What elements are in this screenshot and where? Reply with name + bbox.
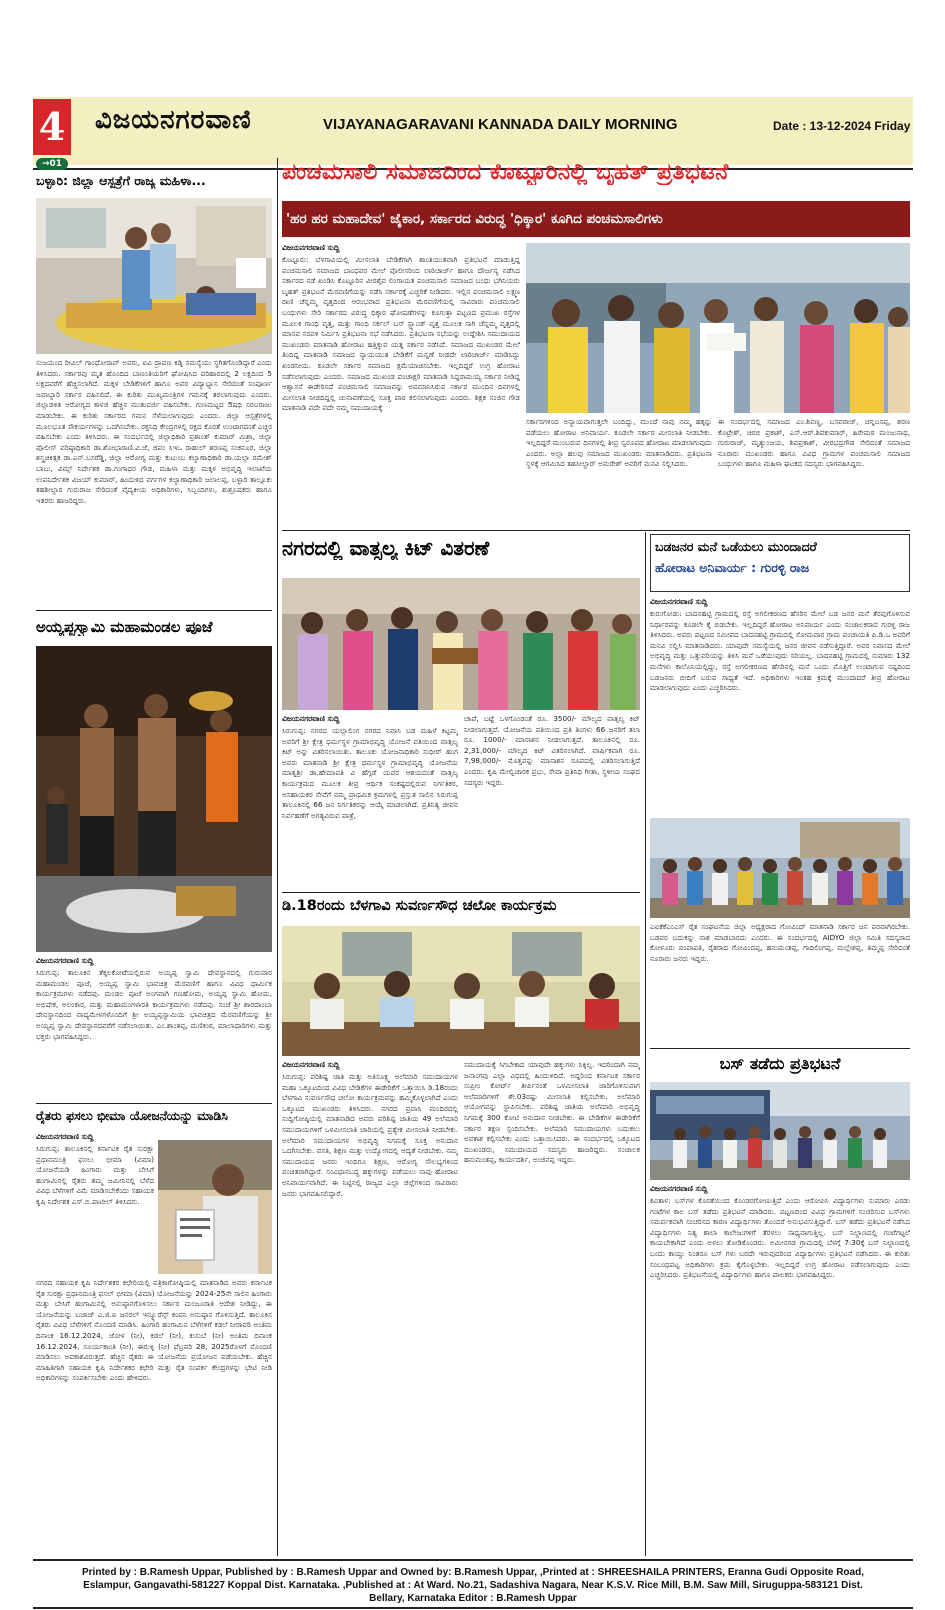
houses-headline-1: ಬಡಜನರ ಮನೆ ಒಡೆಯಲು ಮುಂದಾದರೆ (655, 539, 817, 554)
protest-rally-photo (526, 243, 910, 413)
bus-headline: ಬಸ್ ತಡೆದು ಪ್ರತಿಭಟನೆ (719, 1054, 841, 1073)
vatsalya-headline (282, 536, 640, 560)
imprint-line-1: Printed by : B.Ramesh Uppar, Published by : B.Ramesh Uppar and Owned by: B.Ramesh Uppar, ,Printed at : SHREESHAILA PRINTERS, Eranna Gudi Opposite Road, (82, 1567, 864, 1578)
bus-byline: ವಿಜಯನಗರವಾಣಿ ಸುದ್ದಿ (650, 1184, 708, 1193)
farmers-byline: ವಿಜಯನಗರವಾಣಿ ಸುದ್ದಿ (36, 1132, 94, 1141)
left-divider-2 (36, 1103, 272, 1104)
column-rule-1 (277, 158, 278, 1556)
press-meet-photo (282, 926, 640, 1056)
imprint-footer (33, 1566, 913, 1605)
panchamasali-body-1: ಕೊಟ್ಟೂರು: ಬೆಳಗಾವಿಯಲ್ಲಿ ಮೀಸಲಾತಿ ಬೇಡಿಕೆಗಾಗಿ ಶಾಂತಿಯುತವಾಗಿ ಪ್ರತಿಭಟನೆ ಮಾಡುತ್ತಿದ್ದ ಪಂಚಮಸಾಲಿ ಸಮಾಜದ ಬಾಂಧವರ ಮೇಲೆ ಪೊಲೀಸರಿಂದ ಲಾಠಿಚಾರ್ಜ್ ಹಾಗೂ ದೌರ್ಜನ್ಯ ನಡೆಸಿದ ಸರ್ಕಾರದ ನಡೆ ಖಂಡಿಸಿ ಕೊಟ್ಟೂರಿನ ವೀರಶೈವ ಲಿಂಗಾಯತ ಪಂಚಮಸಾಲಿ ಸಮಾಜದ ಬಂಧು ಭಗಿನಿಯರು ಬೃಹತ್ ಪ್ರತಿಭಟನೆ ಮೆರವಣಿಗೆಯನ್ನು ನಡೆಸಿ ಸರ್ಕಾರಕ್ಕೆ ಎಚ್ಚರಿಕೆ ನೀಡಿದರು. ಇಲ್ಲಿನ ಪಂಚಮಸಾಲಿ ಲಕ್ಷ್ಮಣ ರಾಣಿ ಚೆನ್ನಮ್ಮ ವೃತ್ತದಿಂದ ಆರಂಭವಾದ ಪ್ರತಿಭಟನಾ ಮೆರವಣಿಗೆಯಲ್ಲಿ ಸಾವಿರಾರು ಪಂಚಮಸಾಲಿ ಬಂಧುಗಳು ಸೇರಿ ಸರ್ಕಾರದ ವಿರುದ್ಧ ಧಿಕ್ಕಾರ ಘೋಷಣೆಗಳನ್ನು ಕೂಗುತ್ತಾ ಪಟ್ಟಣದ ಪ್ರಮುಖ ರಸ್ತೆಗಳ ಮೂಲಕ ಗಾಂಧಿ ವೃತ್ತ, ಮತ್ತು ಗಾಂಧಿ ಸರ್ಕಲ್ ಬಸ್ ಸ್ಟ್ಯಾಂಡ್ ವೃತ್ತ ಮೂಲಕ ಸಾಗಿ ಚೆನ್ನಮ್ಮ ವೃತ್ತದಲ್ಲಿ ಮಾನವ ಸರಪಳಿ ನಿರ್ಮಿಸಿ ಪ್ರತಿಭಟನಾ ಸಭೆ ನಡೆಸಿದರು. ಪ್ರತಿಭಟನಾ ಸಭೆಯನ್ನು ಉದ್ದೇಶಿಸಿ ಸಮುದಾಯದ ಮುಖಂಡರು ಮಾತನಾಡಿ ಹೋರಾಟ ಹತ್ತಿಕ್ಕುವ ಯತ್ನ ಸರ್ಕಾರ ನಡೆಸಿದೆ. ಸಮಾಜದ ಮುಖಂಡರ ಮೇಲೆ ತಿಂದಿದ್ದ ಮಾತನಾಡಿ ಸಮಾಜದ ನ್ಯಾಯಯುತ ಬೇಡಿಕೆಗೆ ಮನ್ನಣೆ ನೀಡದೇ ಲಾಠಿಚಾರ್ಜ್ ಮಾಡಿಸಿದ್ದು ಖಂಡನೀಯ. ಕೂಡಲೇ ಸರ್ಕಾರ ಸಮಾಜದ ಕ್ಷಮೆಯಾಚಿಸಬೇಕು. ಇಲ್ಲದಿದ್ದರೆ ಉಗ್ರ ಹೋರಾಟ ನಡೆಸಲಾಗುವುದು ಎಂದರು. ಸಮಾಜದ ಮುಖಂಡ ಪಂಚಾಕ್ಷರಿ ಮಾತನಾಡಿ ಸಿದ್ದರಾಮಯ್ಯ ಸರ್ಕಾರ ನೀಡಿದ್ದ ಆಶ್ವಾಸನೆ ಈಡೇರಿಸದೆ ಪಂಚಮಸಾಲಿ ಸಮಾಜವನ್ನು ಅವಮಾನಿಸಿರುವ ಸರ್ಕಾರ ಮುಂದಿನ ದಿನಗಳಲ್ಲಿ ಮೀಸಲಾತಿ ನೀಡದಿದ್ದಲ್ಲಿ ಚುನಾವಣೆಯಲ್ಲಿ ಸೂಕ್ತ ಪಾಠ ಕಲಿಸಲಾಗುವುದು ಎಂದರು. ಶಿಕ್ಷಕ ಸಂಜಿನ ಗೌಡ ಮಾತನಾಡಿ ಪದೇ ಪದೇ ನಮ್ಮ ಸಮುದಾಯಕ್ಕೆ (282, 255, 520, 413)
panchamasali-bottom-rule (282, 530, 910, 531)
hospital-visit-photo (36, 198, 272, 354)
imprint-line-2: Eslampur, Gangavathi-581227 Koppal Dist. Karnataka. ,Published at : At Ward. No.21, Sadashiva Nagara, Near K.S.V. Rice Mill, B.M. Saw Mill, Siruguppa-583121 Dist. (83, 1580, 863, 1591)
bellary-headline: ಬಳ್ಳಾರಿ: ಜಿಲ್ಲಾ ಆಸ್ಪತ್ರೆಗೆ ರಾಜ್ಯ ಮಹಿಳಾ... (36, 173, 206, 188)
vatsalya-byline: ವಿಜಯನಗರವಾಣಿ ಸುದ್ದಿ (282, 714, 340, 723)
newspaper-title-english: VIJAYANAGARAVANI KANNADA DAILY MORNING (323, 116, 678, 133)
masthead (33, 97, 913, 165)
belagavi-body-1: ಸಿರುಗುಪ್ಪ: ಪರಿಶಿಷ್ಟ ಜಾತಿ ಮತ್ತು ಅತಿಸೂಕ್ಷ್ಮ ಅಲೆಮಾರಿ ಸಮುದಾಯಗಳ ಮಹಾ ಒಕ್ಕೂಟದಿಂದ ವಿವಿಧ ಬೇಡಿಕೆಗಳ ಈಡೇರಿಕೆಗೆ ಒತ್ತಾಯಿಸಿ ಡಿ.18ರಂದು ಬೆಳಗಾವಿ ಸುವರ್ಣಸೌಧ ಚಲೋ ಕಾರ್ಯಕ್ರಮವನ್ನು ಹಮ್ಮಿಕೊಳ್ಳಲಾಗಿದೆ ಎಂದು ಒಕ್ಕೂಟದ ಮುಖಂಡರು ತಿಳಿಸಿದರು. ನಗರದ ಪ್ರವಾಸಿ ಮಂದಿರದಲ್ಲಿ ಸುದ್ದಿಗೋಷ್ಠಿಯಲ್ಲಿ ಮಾತನಾಡಿದ ಅವರು ಪರಿಶಿಷ್ಟ ಜಾತಿಯ 49 ಅಲೆಮಾರಿ ಸಮುದಾಯಗಳಿಗೆ ಒಳಮೀಸಲಾತಿ ಜಾರಿಯಲ್ಲಿ ಪ್ರತ್ಯೇಕ ಮೀಸಲಾತಿ ನೀಡಬೇಕು. ಅಲೆಮಾರಿ ಸಮುದಾಯಗಳ ಅಭಿವೃದ್ಧಿ ನಿಗಮಕ್ಕೆ ಸೂಕ್ತ ಅನುದಾನ ಒದಗಿಸಬೇಕು. ವಸತಿ, ಶಿಕ್ಷಣ ಮತ್ತು ಉದ್ಯೋಗದಲ್ಲಿ ಆದ್ಯತೆ ನೀಡಬೇಕು. ನಮ್ಮ ಸಮುದಾಯದ ಜನರು ಇಂದಿಗೂ ಶಿಕ್ಷಣ, ಆರೋಗ್ಯ ಸೌಲಭ್ಯಗಳಿಂದ ವಂಚಿತರಾಗಿದ್ದಾರೆ. ಸಂವಿಧಾನಬದ್ಧ ಹಕ್ಕುಗಳನ್ನು ಪಡೆಯಲು ನಾವು ಹೋರಾಟ ಅನಿವಾರ್ಯವಾಗಿದೆ. ಈ ನಿಟ್ಟಿನಲ್ಲಿ ರಾಜ್ಯದ ಎಲ್ಲಾ ಜಿಲ್ಲೆಗಳಿಂದ ಸಾವಿರಾರು ಜನರು ಭಾಗವಹಿಸಲಿದ್ದಾರೆ. (282, 1072, 458, 1198)
vatsalya-body-2: ಚಾಪೆ, ಬಟ್ಟೆ ಒಳಗೊಂಡಂತೆ ರೂ. 3500/- ಮೌಲ್ಯದ ವಾತ್ಸಲ್ಯ ಕಿಟ್ ನೀಡಲಾಗುತ್ತದೆ. ಯೋಜನೆಯ ವತಿಯಿಂದ ಪ್ರತಿ ತಿಂಗಳು 66 ಜನರಿಗೆ ತಲಾ ರೂ. 1000/- ಮಾಸಾಶನ ನೀಡಲಾಗುತ್ತದೆ. ತಾಲೂಕಿನಲ್ಲಿ ರೂ. 2,31,000/- ಮೌಲ್ಯದ ಕಿಟ್ ವಿತರಿಸಲಾಗಿದೆ. ವಾರ್ಷಿಕವಾಗಿ ರೂ. 7,98,000/- ಮೊತ್ತವನ್ನು ಮಾಸಾಶನ ರೂಪದಲ್ಲಿ ವಿತರಿಸಲಾಗುತ್ತಿದೆ ಎಂದರು. ಕೃಷಿ ಮೇಲ್ವಿಚಾರಕ ಪ್ರಭು, ಸೇವಾ ಪ್ರತಿನಿಧಿ ಗೀತಾ, ಸ್ಥಳೀಯ ಸಂಘದ ಸದಸ್ಯರು ಇದ್ದರು. (464, 714, 640, 787)
houses-headline-2: ಹೋರಾಟ ಅನಿವಾರ್ಯ : ಗುರಳ್ಳಿ ರಾಜ (655, 560, 810, 575)
footer-rule-top (33, 1559, 913, 1561)
issue-date: Date : 13-12-2024 Friday (773, 119, 911, 133)
bus-body: ಕವಿತಾಳ: ಬಸ್‌ಗಳ ಕೊರತೆಯಿಂದ ಕೊಂಡರಗೋಣುತ್ತಿದೆ ಎಂದು ಆರೋಪಿಸಿ ವಿದ್ಯಾರ್ಥಿಗಳು ಸುಮಾರು ಎರಡು ಗಂಟೆಗಳ ಕಾಲ ಬಸ್ ತಡೆದು ಪ್ರತಿಭಟನೆ ಮಾಡಿದರು. ಪಟ್ಟಣದಿಂದ ವಿವಿಧ ಗ್ರಾಮಗಳಿಗೆ ಸಂಚರಿಸುವ ಬಸ್‌ಗಳು ಸಮರ್ಪಕವಾಗಿ ಸಂಚರಿಸದ ಕಾರಣ ವಿದ್ಯಾರ್ಥಿಗಳು ತೊಂದರೆ ಅನುಭವಿಸುತ್ತಿದ್ದಾರೆ. ಬಸ್ ತಡೆದು ಪ್ರತಿಭಟನೆ ನಡೆಸಿದ ವಿದ್ಯಾರ್ಥಿಗಳು ನಿತ್ಯ ಶಾಲಾ ಕಾಲೇಜುಗಳಿಗೆ ತೆರಳಲು ಸಾಧ್ಯವಾಗುತ್ತಿಲ್ಲ. ಬಸ್ ನಿಲ್ದಾಣದಲ್ಲಿ ಗಂಟೆಗಟ್ಟಲೆ ಕಾಯಬೇಕಾಗಿದೆ ಎಂದು ಅಳಲು ತೋಡಿಕೊಂಡರು. ಅಮೀನಗಡ ಗ್ರಾಮದಲ್ಲಿ ಬೆಳಗ್ಗೆ 7:30ಕ್ಕೆ ಬಸ್ ನಿಲ್ದಾಣದಲ್ಲಿ ಬಂದು ಕಾಯ್ದು ನಿಂತರೂ ಬಸ್ ಗಳು ಬರದೇ ಇರುವುದರಿಂದ ವಿದ್ಯಾರ್ಥಿಗಳು ಪ್ರತಿಭಟನೆ ನಡೆಸಿದರು. ಈ ಕುರಿತು ಸಂಬಂಧಪಟ್ಟ ಅಧಿಕಾರಿಗಳು ಕ್ರಮ ಕೈಗೊಳ್ಳಬೇಕು. ಇಲ್ಲದಿದ್ದರೆ ಉಗ್ರ ಹೋರಾಟ ನಡೆಸಲಾಗುವುದು ಎಂದು ಎಚ್ಚರಿಸಿದರು. ಪ್ರತಿಭಟನೆಯಲ್ಲಿ ವಿದ್ಯಾರ್ಥಿಗಳು ಹಾಗೂ ಪಾಲಕರು ಭಾಗವಹಿಸಿದ್ದರು. (650, 1196, 910, 1280)
bus-protest-photo (650, 1082, 910, 1180)
newspaper-title-kannada: ವಿಜಯನಗರವಾಣಿ (95, 105, 252, 135)
ayyappa-body: ಸಿರುಗುಪ್ಪ: ತಾಲೂಕಿನ ತೆಕ್ಕಲಕೋಟೆಯಲ್ಲಿರುವ ಅಯ್ಯಪ್ಪ ಸ್ವಾಮಿ ದೇವಸ್ಥಾನದಲ್ಲಿ ಗುರುವಾರ ಮಹಾಮಂಡಲ ಪೂಜೆ, ಅಯ್ಯಪ್ಪ ಸ್ವಾಮಿ ಭಾವಚಿತ್ರ ಮೆರವಣಿಗೆ ಹಾಗೂ ವಿವಿಧ ಧಾರ್ಮಿಕ ಕಾರ್ಯಕ್ರಮಗಳು ನಡೆದವು. ಮಂಡಲ ಪೂಜೆ ಅಂಗವಾಗಿ ಗಣಹೋಮ, ಅಯ್ಯಪ್ಪ ಸ್ವಾಮಿ ಹೋಮ, ಅಭಿಷೇಕ, ಅಲಂಕಾರ, ಮತ್ತು ಮಹಾಮಂಗಳಾರತಿ ಕಾರ್ಯಕ್ರಮಗಳು ನಡೆದವು. ಸಂಜೆ ಶ್ರೀ ಶಾರದಾಂಬಾ ದೇವಸ್ಥಾನದಿಂದ ವಾದ್ಯಮೇಳಗಳೊಂದಿಗೆ ಶ್ರೀ ಅಯ್ಯಪ್ಪಸ್ವಾಮಿಯ ಭಾವಚಿತ್ರದ ಮೆರವಣಿಗೆಯನ್ನು ಶ್ರೀ ಅಯ್ಯಪ್ಪ ಸ್ವಾಮಿ ದೇವಸ್ಥಾನದವರೆಗೆ ನಡೆಸಲಾಯಿತು. ಎಂ.ಶಾಂತಪ್ಪ, ಮಣಿಕಂಠ, ಮಾಲಾಧಾರಿಗಳು ಮತ್ತು ಭಕ್ತರು ಭಾಗವಹಿಸಿದ್ದರು. (36, 968, 272, 1041)
panchamasali-body-2: ಸರ್ಕಾರಗಳಿಂದ ಅನ್ಯಾಯವಾಗುತ್ತಲೇ ಬಂದಿದ್ದು, ಮುಂದೆ ನಾವು ನಮ್ಮ ಹಕ್ಕನ್ನು ಪಡೆಯಲು ಹೋರಾಟ ಅನಿವಾರ್ಯ. ಕೂಡಲೇ ಸರ್ಕಾರ ಮೀಸಲಾತಿ ನೀಡಬೇಕು. ಇಲ್ಲದಿದ್ದರೆ ಮುಂಬರುವ ದಿನಗಳಲ್ಲಿ ತೀವ್ರ ಸ್ವರೂಪದ ಹೋರಾಟ ಮಾಡಲಾಗುವುದು ಎಂದರು. ಅಲ್ಲಾ ಹಲವು ಸಮಾಜದ ಮುಖಂಡರು ಮಾತನಾಡಿದರು. ಪ್ರತಿಭಟನಾ ಸ್ಥಳಕ್ಕೆ ಆಗಮಿಸಿದ ತಹಸೀಲ್ದಾರ್ ಅಮರೇಶ್ ಅವರಿಗೆ ಮನವಿ ಸಲ್ಲಿಸಿದರು. (526, 417, 712, 469)
panchamasali-subhead: 'ಹರ ಹರ ಮಹಾದೇವ' ಜೈಕಾರ, ಸರ್ಕಾರದ ವಿರುದ್ಧ 'ಧಿಕ್ಕಾರ' ಕೂಗಿದ ಪಂಚಮಸಾಲಿಗಳು (286, 211, 663, 227)
bellary-body: ಸುಜಯಂದ ರೀವಿಲ್ ಗಾಂಧೋರಾವ್ ಅವರು, ಐವಿ ದ್ರಾವಣ ಕಿಡ್ನಿ ಸಮಸ್ಯೆಯು ಸ್ಥಗಿತಗೊಂಡಿದ್ದಾರೆ ಎಂದು ತಿಳಿಸಿದರು. ಸರ್ಕಾರವು ಮೃತ ಹೊಂದಿದ ಬಾಣಂತಿಯರಿಗೆ ಘೋಷಿಸಿದ ಪರಿಹಾರದಲ್ಲಿ 2 ಲಕ್ಷದಿಂದ 5 ಲಕ್ಷದವರೆಗೆ ಹೆಚ್ಚಿಸಲಾಗಿದೆ. ಮಕ್ಕಳ ಬೇಡಿಕೆಗಳಿಗೆ ಹಾಗೂ ಅವರ ವಿದ್ಯಾಭ್ಯಾಸ ಸೇರಿದಂತೆ ಸಂಪೂರ್ಣ ಜವಾಬ್ದಾರಿ ಸರ್ಕಾರ ವಹಿಸಲಿದೆ. ಈ ಕುರಿತು ಮುಖ್ಯಮಂತ್ರಿಗಳ ಗಮನಕ್ಕೆ ತರಲಾಗುವುದು ಎಂದರು. ಜಿಲ್ಲಾಡಳಿತ ಆರೋಗ್ಯದ ಕಾಳಜಿ ಹೆಚ್ಚಿನ ಮುತುವರ್ಜಿ ವಹಿಸಬೇಕು. ಗುಣಮಟ್ಟದ ಔಷಧಿ ಸರಬರಾಜು ಮಾಡಬೇಕು. ಈ ಕುರಿತು ಸರ್ಕಾರದ ಗಮನ ಸೆಳೆಯಲಾಗುವುದು ಎಂದರು. ಜಿಲ್ಲಾ ಆಸ್ಪತ್ರೆಗಳಲ್ಲಿ ಮೂಲಭೂತ ಸೌಕರ್ಯಗಳನ್ನು ಒದಗಿಸಬೇಕು. ರಕ್ತನಿಧಿ ಕೇಂದ್ರಗಳಲ್ಲಿ ರಕ್ತದ ಕೊರತೆ ಉಂಟಾಗದಂತೆ ಎಚ್ಚರ ವಹಿಸಬೇಕು ಎಂದು ತಿಳಿಸಿದರು. ಈ ಸಂದರ್ಭದಲ್ಲಿ ಜಿಲ್ಲಾಧಿಕಾರಿ ಪ್ರಶಾಂತ್ ಕುಮಾರ್ ಮಿಶ್ರಾ, ಜಿಲ್ಲಾ ಪೊಲೀಸ್ ವರಿಷ್ಠಾಧಿಕಾರಿ ಡಾ.ಶೋಭಾರಾಣಿ.ವಿ.ಜೆ, ಜಿಪಂ ಸಿಇಒ ರಾಹುಲ್ ಶರಣಪ್ಪ ಸಂಕನೂರ, ಜಿಲ್ಲಾ ಶಸ್ತ್ರಚಿಕಿತ್ಸಕ ಡಾ.ಎನ್.ಬಸರೆಡ್ಡಿ, ಜಿಲ್ಲಾ ಆರೋಗ್ಯ ಮತ್ತು ಕುಟುಂಬ ಕಲ್ಯಾಣಾಧಿಕಾರಿ ಡಾ.ಯಲ್ಲಾ ರಮೇಶ್ ಬಾಬು, ವಿಮ್ಸ್ ನಿರ್ದೇಶಕ ಡಾ.ಗಂಗಾಧರ ಗೌಡ, ಮಹಿಳಾ ಮತ್ತು ಮಕ್ಕಳ ಅಭಿವೃದ್ಧಿ ಇಲಾಖೆಯ ಉಪನಿರ್ದೇಶಕ ವಿಜಯ್ ಕುಮಾರ್, ಹಿಂದುಳಿದ ವರ್ಗಗಳ ಕಲ್ಯಾಣಾಧಿಕಾರಿ ಜಲಾಲಪ್ಪ, ಬಳ್ಳಾರಿ ತಾಲ್ಲೂಕು ತಹಶೀಲ್ದಾರ ಗುರುರಾಜ ಸೇರಿದಂತೆ ವೈದ್ಯಕೀಯ ಅಧಿಕಾರಿಗಳು, ಸಿಬ್ಬಂದಿಗಳು, ಶುಶ್ರೂಷಕರು ಹಾಗೂ ಇತರರು ಹಾಜರಿದ್ದರು. (36, 358, 272, 505)
column-rule-2 (645, 532, 646, 1556)
footer-rule-bottom (33, 1607, 913, 1609)
houses-body-1: ಕುರುಗೋಡು: ಬಾದನಹಟ್ಟಿ ಗ್ರಾಮದಲ್ಲಿ ರಸ್ತೆ ಅಗಲೀಕರಣದ ಹೆಸರಿನ ಮೇಲೆ ಬಡ ಜನರ ಮನೆ ತೆರವುಗೊಳಿಸುವ ನಿರ್ಧಾರವನ್ನು ಕೂಡಲೇ ಕೈ ಬಿಡಬೇಕು. ಇಲ್ಲದಿದ್ದರೆ ಹೋರಾಟ ಅನಿವಾರ್ಯ ಎಂದು ಸಂಚಾಲಕರಾದ ಗುರಳ್ಳಿ ರಾಜ ತಿಳಿಸಿದರು. ಅವರು ಪಟ್ಟಣದ ಸಮೀಪದ ಬಾದನಹಟ್ಟಿ ಗ್ರಾಮದಲ್ಲಿ ಸೋಮವಾರ ಗ್ರಾಮ ಪಂಚಾಯತಿ ಪಿ.ಡಿ.ಒ ಅವರಿಗೆ ಮನವಿ ಸಲ್ಲಿಸಿ ಮಾತನಾಡಿದರು. ಯಾವುದೇ ಸಮಸ್ಯೆಯಲ್ಲಿ ಜನರ ಜೀವನ ನಡೆಸುತ್ತಿದ್ದಾರೆ. ಅವರ ನಿವಾಸದ ಮೇಲೆ ಅಭಿವೃದ್ಧಿ ಮತ್ತು ಒತ್ತುವರಿಯನ್ನು ತಿಳಿಸಿ ಮನೆ ಒಡೆಯುವುದು ಸರಿಯಲ್ಲ. ಬಾದನಹಟ್ಟಿ ಗ್ರಾಮದಲ್ಲಿ ಸುಮಾರು 132 ಮನೆಗಳು ಕಾಲೊನಿಯಲ್ಲಿದ್ದು, ರಸ್ತೆ ಅಗಲೀಕರಣದ ಹೆಸರಿನಲ್ಲಿ ಮನೆ ಒಂದು ಮೊತ್ತಿಗೆ ಉಂಟಾಗುವ ನಷ್ಟದಿಂದ ಬಡಜನರು ಬೀದಿಗೆ ಬರುವ ಸಾಧ್ಯತೆ ಇದೆ. ಅಧಿಕಾರಿಗಳು ಇಂತಹ ಕ್ರಮಕ್ಕೆ ಮುಂದಾದರೆ ತೀವ್ರ ಹೋರಾಟ ಮಾಡಲಾಗುವುದು ಎಂದು ಎಚ್ಚರಿಸಿದರು. (650, 609, 910, 693)
vatsalya-bottom-rule (282, 892, 640, 893)
farmers-headline (36, 1108, 272, 1124)
houses-bottom-rule (650, 1048, 910, 1049)
houses-protest-photo (650, 818, 910, 918)
imprint-line-3: Bellary, Karnataka Editor : B.Ramesh Uppar (369, 1593, 577, 1604)
farmers-body: ನಗರದ ಸಹಾಯಕ ಕೃಷಿ ನಿರ್ದೇಶಕರ ಕಛೇರಿಯಲ್ಲಿ ಪತ್ರಿಕಾಗೋಷ್ಠಿಯಲ್ಲಿ ಮಾತನಾಡಿದ ಅವರು ಕರ್ನಾಟಕ ರೈತ ಸುರಕ್ಷಾ ಪ್ರಧಾನಮಂತ್ರಿ ಫಸಲ್ ಭೀಮಾ (ವಿಮಾ) ಯೋಜನೆಯನ್ನು 2024-25ನೇ ಸಾಲಿನ ಹಿಂಗಾರು ಮತ್ತು ಬೇಸಿಗೆ ಹಂಗಾಮಿನಲ್ಲಿ ಅನುಷ್ಠಾನಗೊಳಿಸಲು ಸರ್ಕಾರ ಮಂಜೂರಾತಿ ಆದೇಶ ನೀಡಿದ್ದು, ಈ ಯೋಜನೆಯನ್ನು ಬಜಾಜ್ ಎ.ಜಿ.ಐ ಜನರಲ್ ಇನ್ಶ್ಯೂರೆನ್ಸ್ ಕಂಪನಿ ಅನುಷ್ಠಾನ ಗೊಳಿಸುತ್ತಿದೆ. ತಾಲೂಕಿನ ರೈತರು ವಿವಿಧ ಬೆಳೆಗಳಿಗೆ ನೊಂದಣಿ ಮಾಡಿಸಿ. ಹಿಂಗಾರಿ ಹಂಗಾಮಿನ ಬೆಳೆಗಳಿಗೆ ಕಡಲೆ ನೀರಾವರಿ ಅಂತಿಮ ದಿನಾಂಕ 16.12.2024, ಜೋಳ (ನೀ), ಕಡಲೆ (ನೀ), ಕುಸುಬೆ (ನೀ) ಅಂತಿಮ ದಿನಾಂಕ 16.12.2024, ಸೂರ್ಯಕಾಂತಿ (ನೀ), ಈರುಳ್ಳಿ (ನೀ) ಫೆಬ್ರವರಿ 28, 2025ರೊಳಗೆ ನೊಂದಣಿ ಮಾಡಿಸಲು ಅವಕಾಶವಿರುತ್ತದೆ. ಹೆಚ್ಚಿನ ರೈತರು ಈ ಯೋಜನೆಯ ಪ್ರಯೋಜನ ಪಡೆಯಬೇಕು. ಹೆಚ್ಚಿನ ಮಾಹಿತಿಗಾಗಿ ಸಹಾಯಕ ಕೃಷಿ ನಿರ್ದೇಶಕರ ಕಛೇರಿ ಮತ್ತು ರೈತ ಸಂಪರ್ಕ ಕೇಂದ್ರಗಳನ್ನು ಭೇಟಿ ನೀಡಿ ಅಧಿಕಾರಿಗಳನ್ನು ಸಂಪರ್ಕಿಸಬೇಕು ಎಂದು ಹೇಳಿದರು. (36, 1278, 272, 1383)
farmers-body-side: ಸಿರುಗುಪ್ಪ: ತಾಲೂಕಿನಲ್ಲಿ ಕರ್ನಾಟಕ ರೈತ ಸುರಕ್ಷಾ ಪ್ರಧಾನಮಂತ್ರಿ ಫಸಲು ಭೀಮಾ (ವಿಮಾ) ಯೋಜನೆಯಡಿ ಹಿಂಗಾರು ಮತ್ತು ಬೇಸಿಗೆ ಹಂಗಾಮಿನಲ್ಲಿ ರೈತರು ತಮ್ಮ ಜಮೀನಿನಲ್ಲಿ ಬೆಳೆದ ವಿವಿಧ ಬೆಳೆಗಳಿಗೆ ವಿಮೆ ಮಾಡಿಸಬೇಕೆಂದು ಸಹಾಯಕ ಕೃಷಿ ನಿರ್ದೇಶಕ ಎಸ್.ಬಿ.ಪಾಟೀಲ್ ತಿಳಿಸಿದರು. (36, 1144, 154, 1206)
farmers-headline-text: ರೈತರು ಫಸಲು ಭೀಮಾ ಯೋಜನೆಯನ್ನು ಮಾಡಿಸಿ (36, 1108, 228, 1123)
continuation-badge: →01 (36, 158, 68, 170)
houses-byline: ವಿಜಯನಗರವಾಣಿ ಸುದ್ದಿ (650, 597, 708, 606)
vatsalya-body-1: ಸಿರುಗುಪ್ಪ: ನಗರದ ಯಲ್ಲಾಲಿಂಗ ನಗರದ ನಿವಾಸಿ ಬಡ ಮಹಿಳೆ ಕಿಟ್ಟಮ್ಮ ಅವರಿಗೆ ಶ್ರೀ ಕ್ಷೇತ್ರ ಧರ್ಮಸ್ಥಳ ಗ್ರಾಮಾಭಿವೃದ್ಧಿ ಯೋಜನೆ ವತಿಯಿಂದ ವಾತ್ಸಲ್ಯ ಕಿಟ್ ಅನ್ನು ವಿತರಿಸಲಾಯಿತು. ತಾಲೂಕು ಯೋಜನಾಧಿಕಾರಿ ಸುಧೀರ್ ಹಂಗ ಅವರು ಮಾತನಾಡಿ ಶ್ರೀ ಕ್ಷೇತ್ರ ಧರ್ಮಸ್ಥಳ ಗ್ರಾಮಾಭಿವೃದ್ಧಿ ಯೋಜನೆಯ ಮಾತೃಶ್ರೀ ಡಾ.ಹೇಮಾವತಿ ವಿ ಹೆಗ್ಗಡೆ ಯವರ ಆಶಯದಂತೆ ವಾತ್ಸಲ್ಯ ಕಾರ್ಯಕ್ರಮದ ಮೂಲಕ ತೀವ್ರ ಆರ್ಥಿಕ ಸಂಕಷ್ಟದಲ್ಲಿರುವ ನಿರ್ಗತಿಕರ, ಅಸಹಾಯಕರ ಸೇವೆಗೆ ನಮ್ಮ ಪ್ರಾಥಮಿಕ ಕ್ರಮಗಳಲ್ಲಿ ಪ್ರಸ್ತುತ ಸಾಲಿನ ಸಿರುಗುಪ್ಪ ತಾಲೂಕಿನಲ್ಲಿ 66 ಜನ ನಿರ್ಗತಿಕರನ್ನು ಆಯ್ಕೆ ಮಾಡಲಾಗಿದೆ. ಪ್ರತಿನಿತ್ಯ ಜೀವನ ನಿರ್ವಹಣೆಗೆ ಅಗತ್ಯವಿರುವ ಪಾತ್ರೆ, (282, 726, 458, 820)
ayyappa-puja-photo (36, 646, 272, 952)
left-divider-1 (36, 610, 272, 611)
vatsalya-headline-text: ನಗರದಲ್ಲಿ ವಾತ್ಸಲ್ಯ ಕಿಟ್ ವಿತರಣೆ (282, 536, 490, 560)
belagavi-byline: ವಿಜಯನಗರವಾಣಿ ಸುದ್ದಿ (282, 1060, 340, 1069)
agriculture-officer-photo (158, 1140, 272, 1274)
vatsalya-kit-photo (282, 578, 640, 710)
houses-body-2: ಎಐಕೆಕೆಎಂಎಸ್ ರೈತ ಸಂಘಟನೆಯ ಜಿಲ್ಲಾ ಅಧ್ಯಕ್ಷರಾದ ಗೋವಿಂದ್ ಮಾತನಾಡಿ ಸರ್ಕಾರ ಜನ ಪರವಾಗಿರಬೇಕು. ಬಡವರ ಬದುಕನ್ನು ನಾಶ ಮಾಡಬಾರದು ಎಂದರು. ಈ ಸಂದರ್ಭದಲ್ಲಿ AIDYO ಜಿಲ್ಲಾ ಸಮಿತಿ ಸದಸ್ಯರಾದ ಕೋಳೂರು ಪಂಪಾಪತಿ, ರೈತರಾದ ಗೋವಿಂದಪ್ಪ, ಹನುಮಂತಪ್ಪ, ಗಾದಿಲಿಂಗಪ್ಪ, ಮಲ್ಲೇಶಪ್ಪ, ತಿಮ್ಮಪ್ಪ ಸೇರಿದಂತೆ ನೂರಾರು ಜನರು ಇದ್ದರು. (650, 922, 910, 963)
belagavi-headline-text: ಡಿ.18ರಂದು ಬೆಳಗಾವಿ ಸುವರ್ಣಸೌಧ ಚಲೋ ಕಾರ್ಯಕ್ರಮ (282, 898, 557, 914)
belagavi-body-2: ಸಮುದಾಯಕ್ಕೆ ಸಿಗಬೇಕಾದ ಯಾವುದೇ ಹಕ್ಕುಗಳು ಸಿಕ್ಕಿಲ್ಲ. ಇದರಿಂದಾಗಿ ನಮ್ಮ ಜನಾಂಗವು ಎಲ್ಲಾ ವಿಧದಲ್ಲಿ ಹಿಂದುಳಿದಿದೆ. ಅದ್ದರಿಂದ ಕರ್ನಾಟಕ ಸರ್ಕಾರ ಸುಪ್ರೀಂ ಕೋರ್ಟ್ ತೀರ್ಪಿನಂತೆ ಒಳಮೀಸಲಾತಿ ಜಾರಿಗೊಳಿಸುವಾಗ ಅಲೆಮಾರಿಗಳಿಗೆ ಶೇ.03ರಷ್ಟು ಮೀಸಲಾತಿ ಕಲ್ಪಿಸಬೇಕು. ಅಲೆಮಾರಿ ಆಯೋಗವನ್ನು ಸ್ಥಾಪಿಸಬೇಕು. ಪರಿಶಿಷ್ಟ ಜಾತಿಯ ಅಲೆಮಾರಿ ಅಭಿವೃದ್ಧಿ ನಿಗಮಕ್ಕೆ 300 ಕೋಟಿ ಅನುದಾನ ನೀಡಬೇಕು. ಈ ಬೇಡಿಕೆಗಳ ಈಡೇರಿಕೆಗೆ ಸರ್ಕಾರ ತಕ್ಷಣ ಸ್ಪಂದಿಸಬೇಕು. ಅಲೆಮಾರಿ ಸಮುದಾಯಗಳು ಬದುಕಲು ಅವಕಾಶ ಕಲ್ಪಿಸಬೇಕು ಎಂದು ಒತ್ತಾಯಿಸಿದರು. ಈ ಸಂದರ್ಭದಲ್ಲಿ ಒಕ್ಕೂಟದ ಮುಖಂಡರು, ಸಮುದಾಯದ ಸದಸ್ಯರು ಹಾಜರಿದ್ದರು. ಸಂಚಾಲಕ ಹನುಮಂತಪ್ಪ, ಕಾರ್ಯದರ್ಶಿ, ಅಂಜಿನಪ್ಪ ಇದ್ದರು. (464, 1060, 640, 1165)
panchamasali-subhead-bar (282, 201, 910, 237)
page-number: 4 (33, 99, 71, 155)
belagavi-headline (282, 898, 640, 914)
panchamasali-body-3: ಈ ಸಂದರ್ಭದಲ್ಲಿ ಸಮಾಜದ ಎಂ.ಶಿವಣ್ಣ, ಬಸವರಾಜ್, ಚನ್ನಬಸಪ್ಪ, ಶರಣ ಕೊಟ್ರೇಶ್, ಚಿರಬಿ ಪ್ರಕಾಶ್, ಎಸ್.ಆರ್.ಶಿವಕುಮಾರ್, ಹಿರೇಮಠ ಮಂಜುನಾಥ, ಗುರುರಾಜ್, ಮೃತ್ಯುಂಜಯ, ಶಿವಪ್ರಕಾಶ್, ವೀರಭದ್ರಗೌಡ ಸೇರಿದಂತೆ ಸಮಾಜದ ನೂರಾರು ಮುಖಂಡರು ಹಾಗೂ ವಿವಿಧ ಗ್ರಾಮಗಳ ಪಂಚಮಸಾಲಿ ಸಮಾಜದ ಬಂಧುಗಳು ಹಾಗೂ ಮಹಿಳಾ ಘಟಕದ ಸದಸ್ಯರು ಭಾಗವಹಿಸಿದ್ದರು. (718, 417, 910, 469)
houses-headline-box (650, 534, 910, 592)
panchamasali-byline: ವಿಜಯನಗರವಾಣಿ ಸುದ್ದಿ (282, 243, 340, 252)
ayyappa-headline: ಅಯ್ಯಪ್ಪಸ್ವಾಮಿ ಮಹಾಮಂಡಲ ಪೂಜೆ (36, 618, 213, 636)
ayyappa-byline: ವಿಜಯನಗರವಾಣಿ ಸುದ್ದಿ (36, 956, 94, 965)
panchamasali-headline: ಪಂಚಮಸಾಲಿ ಸಮಾಜದಿಂದ ಕೊಟ್ಟೂರಿನಲ್ಲಿ ಬೃಹತ್ ಪ್ರತಿಭಟನೆ (282, 160, 729, 185)
